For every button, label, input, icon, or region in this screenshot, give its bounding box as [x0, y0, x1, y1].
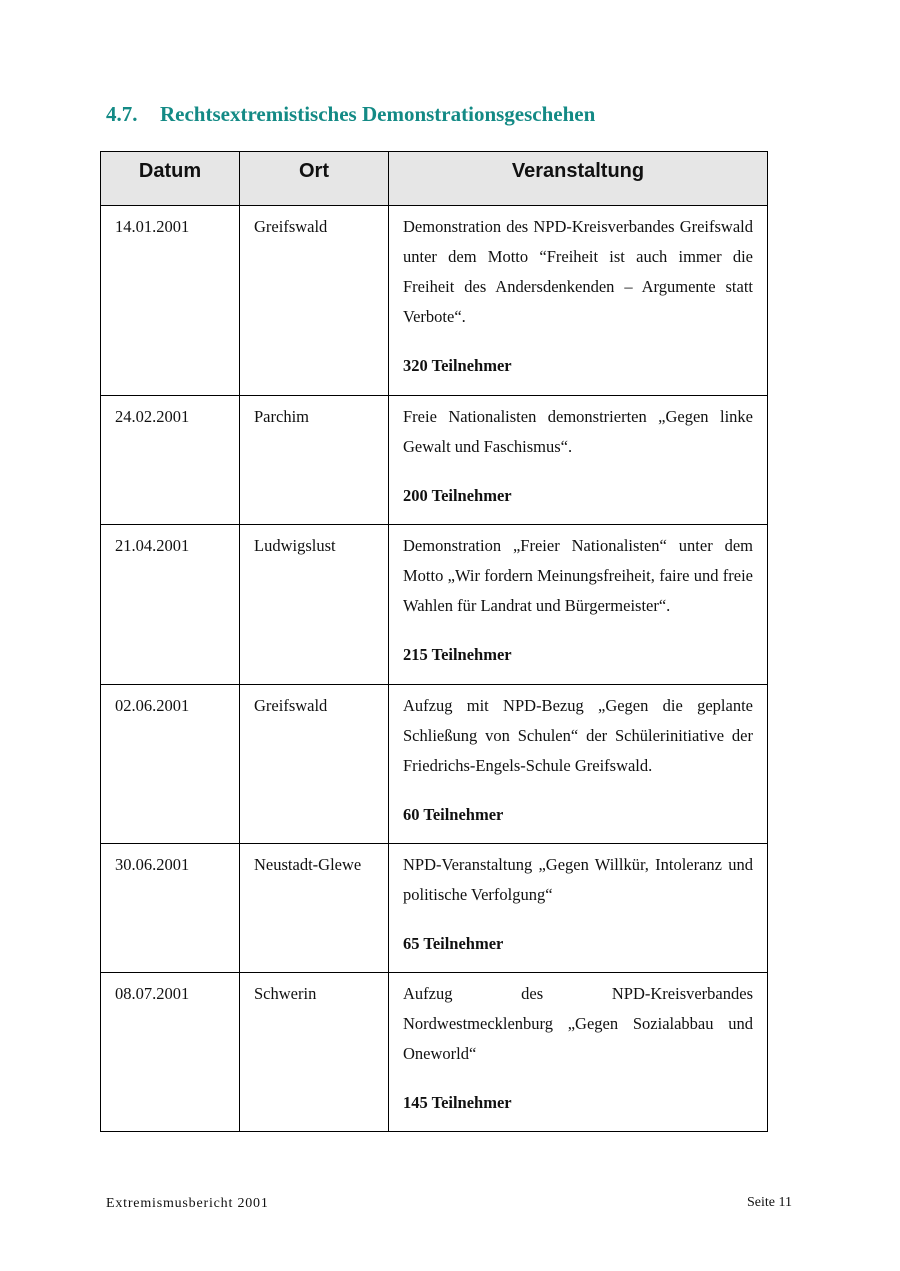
event-cell — [389, 396, 768, 525]
place-cell: Schwerin — [240, 973, 389, 1132]
place-cell: Neustadt-Glewe — [240, 844, 389, 973]
table-header-row — [101, 152, 768, 206]
participant-count: 200 Teilnehmer — [403, 486, 512, 505]
participant-count: 145 Teilnehmer — [403, 1093, 512, 1112]
event-description: Freie Nationalisten demonstrierten „Gegen linke Gewalt und Faschismus“. — [403, 407, 753, 456]
section-heading — [106, 102, 595, 127]
place-cell: Parchim — [240, 396, 389, 525]
date-cell: 24.02.2001 — [101, 396, 240, 525]
column-header-event: Veranstaltung — [389, 152, 768, 206]
column-header-place: Ort — [240, 152, 389, 206]
table-row — [101, 973, 768, 1132]
event-description: Demonstration des NPD-Kreisverbandes Greifswald unter dem Motto “Freiheit ist auch immer die Freiheit des Andersdenkenden – Argumente statt Verbote“. — [403, 217, 753, 326]
demonstration-table — [100, 151, 768, 1132]
event-cell — [389, 973, 768, 1132]
table-row — [101, 844, 768, 973]
date-cell: 30.06.2001 — [101, 844, 240, 973]
section-number: 4.7. — [106, 102, 138, 126]
event-description: NPD-Veranstaltung „Gegen Willkür, Intoleranz und politische Verfolgung“ — [403, 855, 753, 904]
date-cell: 14.01.2001 — [101, 206, 240, 396]
date-cell: 08.07.2001 — [101, 973, 240, 1132]
participant-count: 65 Teilnehmer — [403, 934, 504, 953]
table-row — [101, 396, 768, 525]
column-header-date: Datum — [101, 152, 240, 206]
date-cell: 21.04.2001 — [101, 525, 240, 685]
event-description: Aufzug des NPD-Kreisverbandes Nordwestmecklenburg „Gegen Sozialabbau und Oneworld“ — [403, 984, 753, 1063]
date-cell: 02.06.2001 — [101, 685, 240, 844]
event-cell — [389, 206, 768, 396]
event-description: Aufzug mit NPD-Bezug „Gegen die geplante Schließung von Schulen“ der Schülerinitiative der Friedrichs-Engels-Schule Greifswald. — [403, 696, 753, 775]
participant-count: 320 Teilnehmer — [403, 356, 512, 375]
event-cell — [389, 685, 768, 844]
section-title: Rechtsextremistisches Demonstrationsgeschehen — [160, 102, 596, 126]
participant-count: 215 Teilnehmer — [403, 645, 512, 664]
event-cell — [389, 525, 768, 685]
participant-count: 60 Teilnehmer — [403, 805, 504, 824]
footer-page-number: Seite 11 — [747, 1195, 792, 1210]
table-row — [101, 525, 768, 685]
event-cell — [389, 844, 768, 973]
table-row — [101, 685, 768, 844]
table-row — [101, 206, 768, 396]
event-description: Demonstration „Freier Nationalisten“ unter dem Motto „Wir fordern Meinungsfreiheit, faire und freie Wahlen für Landrat und Bürgermeister“. — [403, 536, 753, 615]
place-cell: Greifswald — [240, 206, 389, 396]
place-cell: Greifswald — [240, 685, 389, 844]
footer-report-title: Extremismusbericht 2001 — [106, 1196, 269, 1211]
place-cell: Ludwigslust — [240, 525, 389, 685]
